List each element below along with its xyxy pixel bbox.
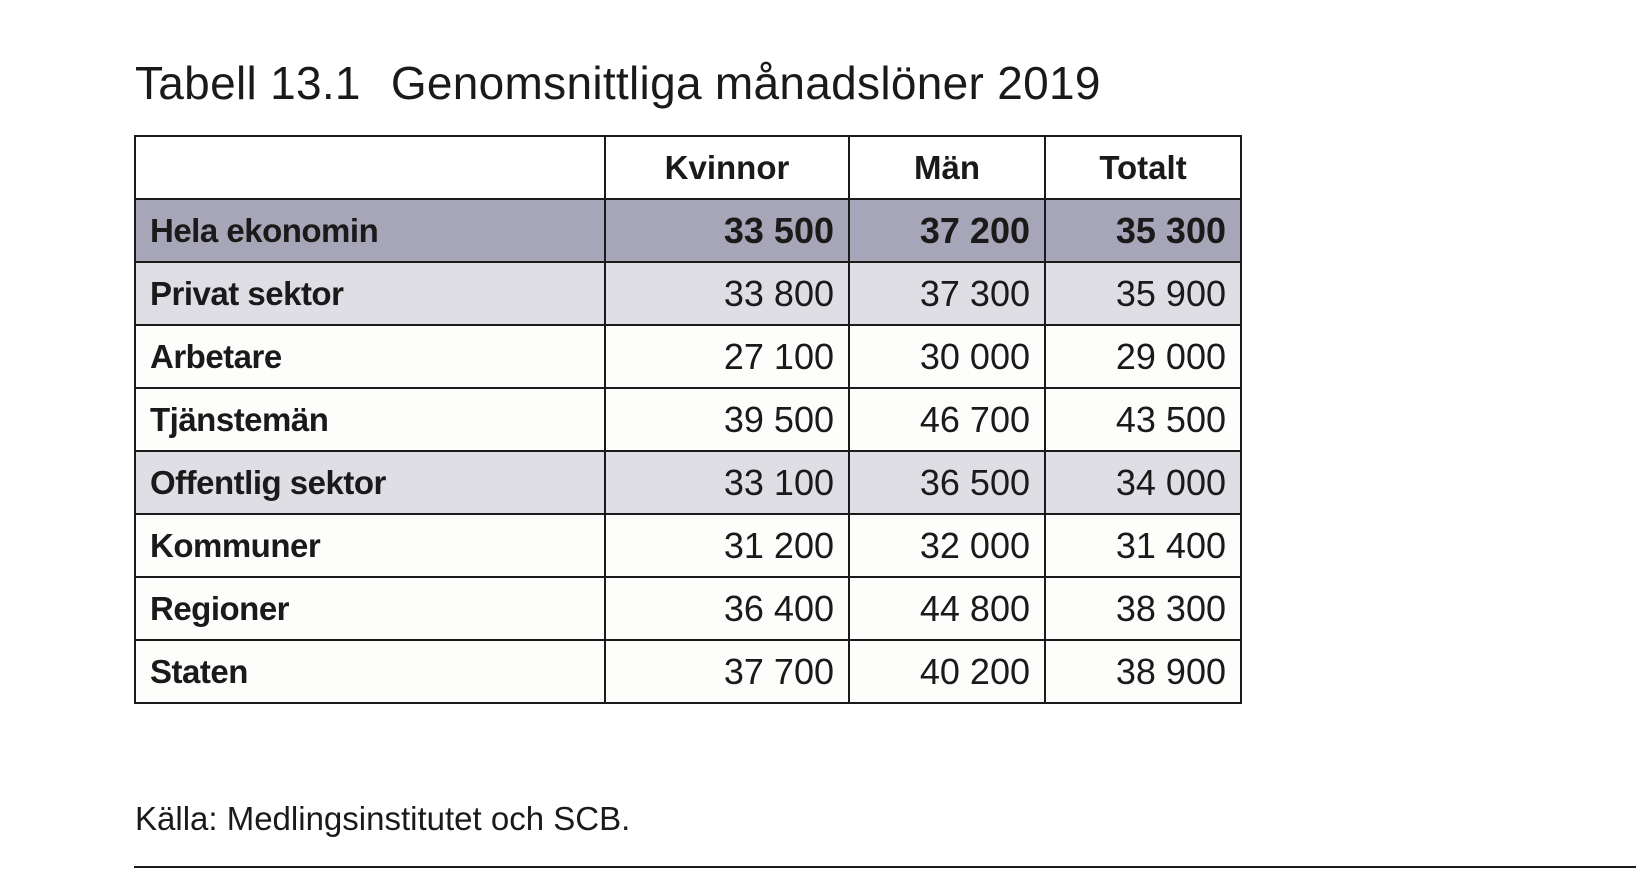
cell-totalt: 35 900 [1045,262,1241,325]
cell-totalt: 34 000 [1045,451,1241,514]
header-empty-cell [135,136,605,199]
table-row [135,262,1241,325]
cell-man: 44 800 [849,577,1045,640]
row-label: Arbetare [135,325,605,388]
cell-man: 37 300 [849,262,1045,325]
cell-kvinnor: 33 500 [605,199,849,262]
cell-totalt: 31 400 [1045,514,1241,577]
header-kvinnor: Kvinnor [605,136,849,199]
bottom-rule [134,866,1636,868]
header-totalt: Totalt [1045,136,1241,199]
cell-man: 40 200 [849,640,1045,703]
table-title [135,56,1101,110]
cell-kvinnor: 33 100 [605,451,849,514]
table-body [135,199,1241,703]
cell-man: 36 500 [849,451,1045,514]
row-label: Staten [135,640,605,703]
table-row [135,640,1241,703]
cell-man: 30 000 [849,325,1045,388]
table-number: Tabell 13.1 [135,57,361,109]
table-row [135,514,1241,577]
row-label: Privat sektor [135,262,605,325]
cell-kvinnor: 27 100 [605,325,849,388]
cell-totalt: 29 000 [1045,325,1241,388]
row-label: Kommuner [135,514,605,577]
table-title-text: Genomsnittliga månadslöner 2019 [390,57,1101,109]
table-row [135,388,1241,451]
table-row [135,577,1241,640]
cell-totalt: 38 300 [1045,577,1241,640]
table-row [135,451,1241,514]
cell-kvinnor: 33 800 [605,262,849,325]
row-label: Hela ekonomin [135,199,605,262]
cell-kvinnor: 36 400 [605,577,849,640]
row-label: Tjänstemän [135,388,605,451]
cell-kvinnor: 37 700 [605,640,849,703]
cell-man: 32 000 [849,514,1045,577]
cell-man: 46 700 [849,388,1045,451]
cell-man: 37 200 [849,199,1045,262]
cell-totalt: 43 500 [1045,388,1241,451]
header-man: Män [849,136,1045,199]
salary-table [134,135,1242,704]
table-row [135,199,1241,262]
row-label: Offentlig sektor [135,451,605,514]
cell-kvinnor: 39 500 [605,388,849,451]
source-note: Källa: Medlingsinstitutet och SCB. [135,800,631,837]
table-header-row [135,136,1241,199]
row-label: Regioner [135,577,605,640]
cell-totalt: 35 300 [1045,199,1241,262]
cell-totalt: 38 900 [1045,640,1241,703]
cell-kvinnor: 31 200 [605,514,849,577]
table-row [135,325,1241,388]
